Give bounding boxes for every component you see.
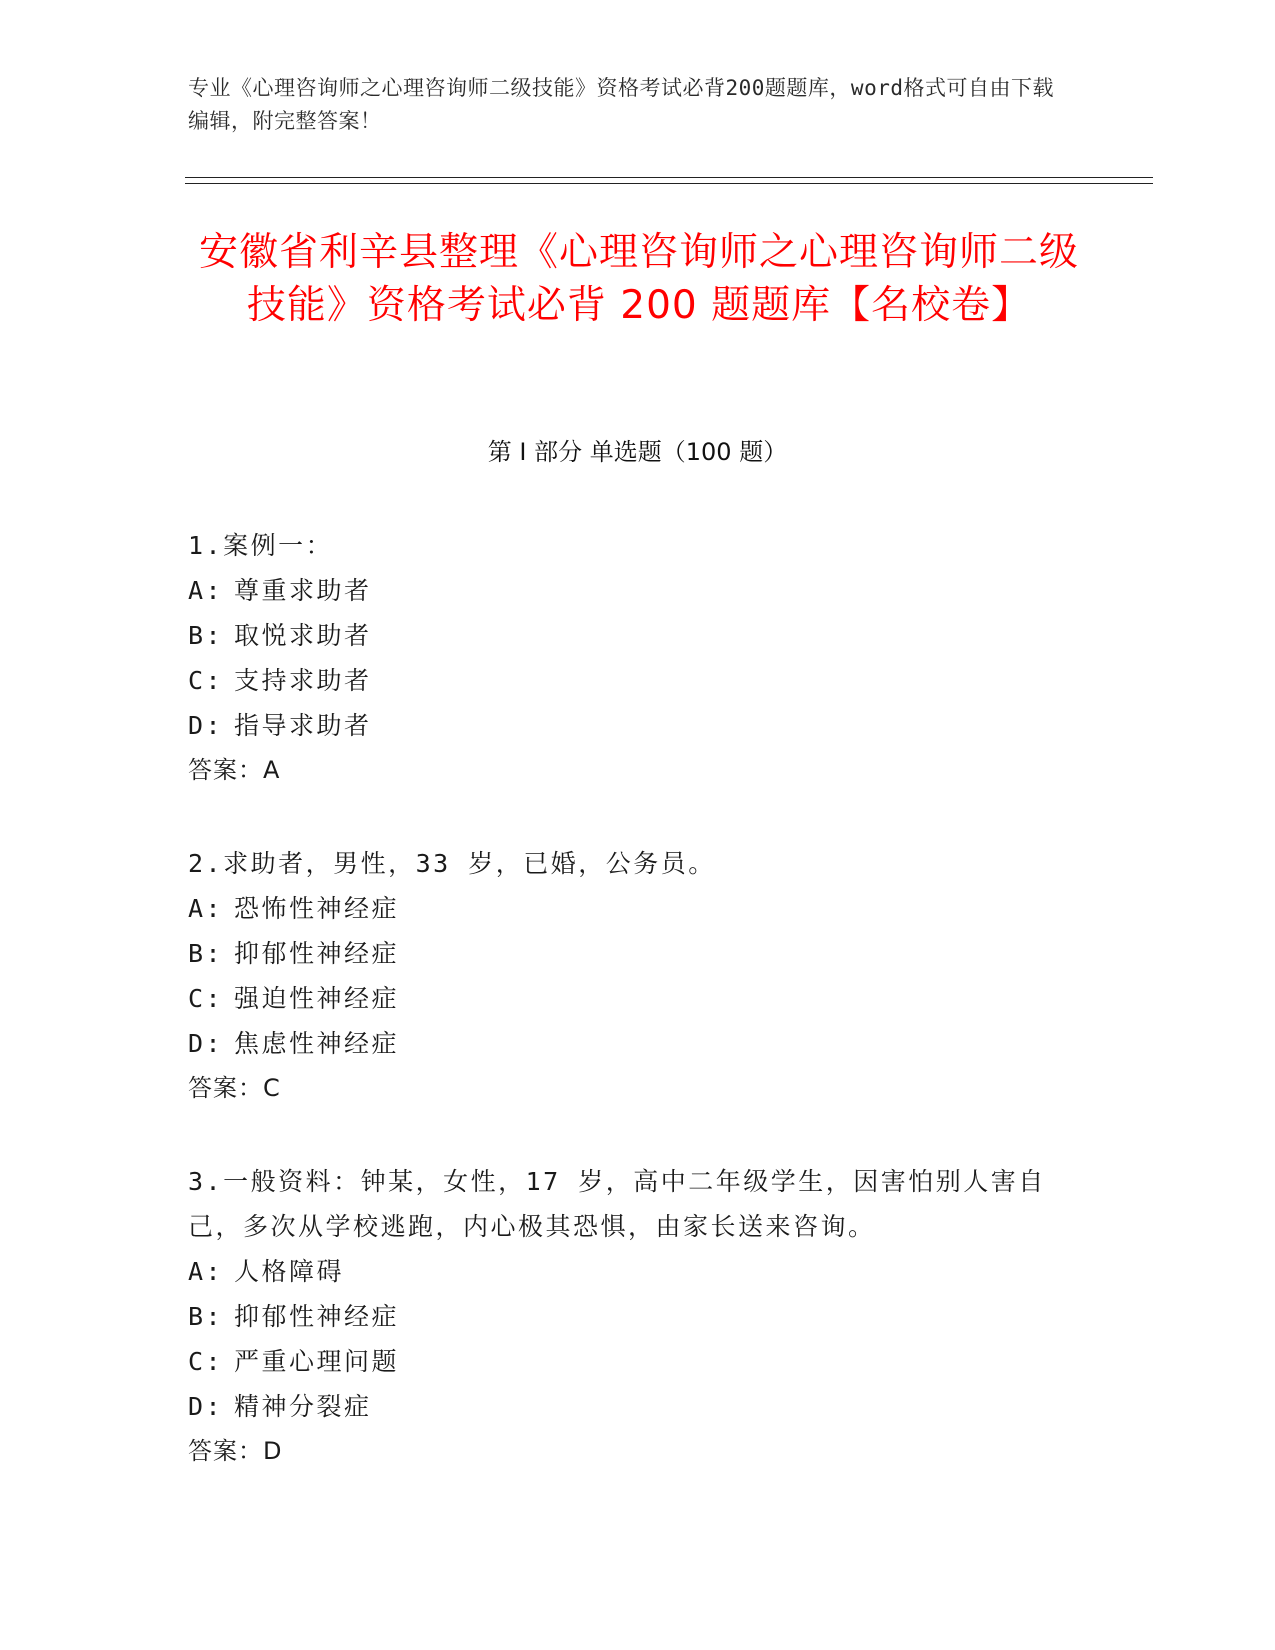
option-text: 严重心理问题 (234, 1347, 400, 1376)
option-b (188, 1294, 1078, 1339)
header-note: 专业《心理咨询师之心理咨询师二级技能》资格考试必背200题题库，word格式可自由下载编辑，附完整答案！ (188, 76, 1054, 133)
header-rule-top (185, 177, 1153, 178)
option-text: 恐怖性神经症 (234, 894, 400, 923)
option-label: C: (188, 1347, 224, 1376)
option-label: B: (188, 939, 224, 968)
option-b (188, 931, 1078, 976)
option-label: D: (188, 711, 224, 740)
question-stem: 1.案例一： (188, 531, 334, 560)
option-text: 指导求助者 (234, 711, 372, 740)
option-label: D: (188, 1392, 224, 1421)
option-text: 强迫性神经症 (234, 984, 400, 1013)
question-stem: 2.求助者，男性，33 岁，已婚，公务员。 (188, 849, 716, 878)
option-c (188, 976, 1078, 1021)
option-d (188, 1021, 1078, 1066)
question-1 (188, 523, 1078, 793)
option-text: 尊重求助者 (234, 576, 372, 605)
option-text: 精神分裂症 (234, 1392, 372, 1421)
option-d (188, 703, 1078, 748)
option-label: A: (188, 576, 224, 605)
option-a (188, 568, 1078, 613)
question-2 (188, 841, 1078, 1111)
option-label: D: (188, 1029, 224, 1058)
option-label: A: (188, 1257, 224, 1286)
option-text: 支持求助者 (234, 666, 372, 695)
option-text: 抑郁性神经症 (234, 1302, 400, 1331)
answer: 答案：C (188, 1074, 281, 1102)
answer: 答案：A (188, 756, 281, 784)
question-3 (188, 1159, 1078, 1474)
option-text: 人格障碍 (234, 1257, 345, 1286)
option-c (188, 658, 1078, 703)
option-a (188, 1249, 1078, 1294)
header-rule-bottom (185, 183, 1153, 184)
option-text: 取悦求助者 (234, 621, 372, 650)
option-label: B: (188, 621, 224, 650)
question-stem: 3.一般资料：钟某，女性，17 岁，高中二年级学生，因害怕别人害自己，多次从学校逃跑，内心极其恐惧，由家长送来咨询。 (188, 1167, 1046, 1241)
option-label: C: (188, 984, 224, 1013)
option-a (188, 886, 1078, 931)
section-heading: 第 I 部分 单选题（100 题） (487, 438, 788, 466)
answer: 答案：D (188, 1437, 283, 1465)
option-c (188, 1339, 1078, 1384)
option-text: 焦虑性神经症 (234, 1029, 400, 1058)
option-label: A: (188, 894, 224, 923)
document-title: 安徽省利辛县整理《心理咨询师之心理咨询师二级技能》资格考试必背 200 题题库【名校卷】 (198, 230, 1079, 328)
option-label: C: (188, 666, 224, 695)
option-label: B: (188, 1302, 224, 1331)
option-text: 抑郁性神经症 (234, 939, 400, 968)
option-d (188, 1384, 1078, 1429)
option-b (188, 613, 1078, 658)
